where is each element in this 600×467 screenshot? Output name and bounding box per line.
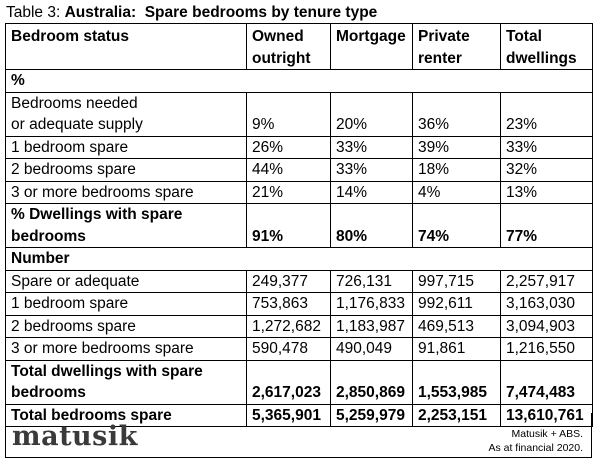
cell-owned: 5,365,901 [247, 404, 331, 427]
header-row [6, 24, 593, 70]
table-row [6, 270, 593, 293]
cell-owned: 44% [247, 159, 331, 182]
header-owned-outright: Owned outright [247, 24, 331, 70]
row-label: Spare or adequate [6, 270, 247, 293]
cell-renter: 36% [413, 92, 501, 136]
cell-owned: 590,478 [247, 338, 331, 361]
row-label: 1 bedroom spare [6, 136, 247, 159]
caption-region: Australia: [64, 4, 137, 21]
cell-total: 13% [501, 181, 593, 204]
table-row [6, 159, 593, 182]
source-credits [488, 427, 583, 455]
cell-renter: 1,553,985 [413, 360, 501, 404]
matusik-logo: matusik [12, 421, 138, 452]
caption-prefix: Table 3: [6, 4, 65, 21]
date-text: As at financial 2020. [488, 442, 583, 454]
row-label: % Dwellings with spare bedrooms [6, 204, 247, 248]
cell-mortgage: 80% [331, 204, 413, 248]
cell-total: 32% [501, 159, 593, 182]
cell-total: 3,163,030 [501, 293, 593, 316]
row-label: 3 or more bedrooms spare [6, 338, 247, 361]
cell-mortgage: 490,049 [331, 338, 413, 361]
cell-mortgage: 2,850,869 [331, 360, 413, 404]
table-row [6, 181, 593, 204]
cell-owned: 249,377 [247, 270, 331, 293]
cell-owned: 9% [247, 92, 331, 136]
header-total-dwellings: Total dwellings [501, 24, 593, 70]
row-label: Total bedrooms spare [6, 404, 247, 427]
header-private-renter: Private renter [413, 24, 501, 70]
cell-total: 13,610,761 [501, 404, 593, 427]
number-total-row [6, 360, 593, 404]
cell-mortgage: 20% [331, 92, 413, 136]
cell-mortgage: 14% [331, 181, 413, 204]
cell-mortgage: 33% [331, 136, 413, 159]
section-row-number [6, 248, 593, 271]
cell-renter: 91,861 [413, 338, 501, 361]
cell-total: 23% [501, 92, 593, 136]
cell-owned: 91% [247, 204, 331, 248]
cell-owned: 1,272,682 [247, 315, 331, 338]
cell-mortgage: 5,259,979 [331, 404, 413, 427]
table-row [6, 315, 593, 338]
spare-bedrooms-table [5, 23, 593, 427]
cell-renter: 4% [413, 181, 501, 204]
cell-total: 77% [501, 204, 593, 248]
cell-renter: 992,611 [413, 293, 501, 316]
cell-renter: 74% [413, 204, 501, 248]
row-label: 1 bedroom spare [6, 293, 247, 316]
cell-owned: 26% [247, 136, 331, 159]
section-row-percent [6, 70, 593, 93]
row-label: 3 or more bedrooms spare [6, 181, 247, 204]
cell-renter: 39% [413, 136, 501, 159]
cell-mortgage: 1,176,833 [331, 293, 413, 316]
row-label: 2 bedrooms spare [6, 159, 247, 182]
cell-total: 2,257,917 [501, 270, 593, 293]
cell-renter: 2,253,151 [413, 404, 501, 427]
caption-title: Spare bedrooms by tenure type [136, 4, 378, 21]
section-label-number: Number [6, 248, 593, 271]
header-bedroom-status: Bedroom status [6, 24, 247, 70]
row-label: 2 bedrooms spare [6, 315, 247, 338]
table-caption [6, 3, 377, 23]
cell-renter: 997,715 [413, 270, 501, 293]
section-label-percent: % [6, 70, 593, 93]
table-row [6, 338, 593, 361]
cell-mortgage: 1,183,987 [331, 315, 413, 338]
cell-owned: 753,863 [247, 293, 331, 316]
cell-total: 7,474,483 [501, 360, 593, 404]
row-label: Total dwellings with spare bedrooms [6, 360, 247, 404]
cell-total: 3,094,903 [501, 315, 593, 338]
row-label: Bedrooms needed or adequate supply [6, 92, 247, 136]
cell-renter: 469,513 [413, 315, 501, 338]
percent-total-row [6, 204, 593, 248]
cell-renter: 18% [413, 159, 501, 182]
table-footer [5, 413, 592, 458]
cell-owned: 21% [247, 181, 331, 204]
header-mortgage: Mortgage [331, 24, 413, 70]
cell-total: 33% [501, 136, 593, 159]
cell-total: 1,216,550 [501, 338, 593, 361]
table-row [6, 92, 593, 136]
table-row [6, 136, 593, 159]
source-text: Matusik + ABS. [511, 428, 583, 440]
cell-owned: 2,617,023 [247, 360, 331, 404]
table-row [6, 293, 593, 316]
cell-mortgage: 726,131 [331, 270, 413, 293]
cell-mortgage: 33% [331, 159, 413, 182]
